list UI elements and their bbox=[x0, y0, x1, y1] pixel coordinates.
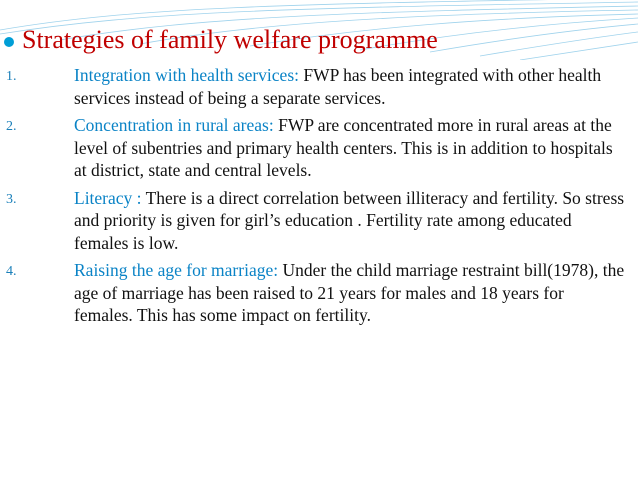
item-heading: Raising the age for marriage: bbox=[74, 260, 279, 280]
item-body: There is a direct correlation between illiteracy and fertility. So stress and priority is given for girl’s education . Fertility rate among educated females is low. bbox=[74, 187, 625, 253]
item-number: 1. bbox=[6, 69, 17, 84]
strategy-list bbox=[0, 64, 630, 332]
list-item bbox=[0, 259, 630, 327]
item-body: FWP has been integrated with other health services instead of being a separate services. bbox=[74, 65, 602, 108]
slide-title: Strategies of family welfare programme bbox=[22, 25, 438, 54]
item-body: Under the child marriage restraint bill(1978), the age of marriage has been raised to 21 years for males and 18 years for females. This has some impact on fertility. bbox=[74, 260, 625, 325]
item-text bbox=[74, 64, 626, 109]
item-number: 4. bbox=[6, 264, 17, 279]
item-text bbox=[74, 187, 626, 255]
item-text bbox=[74, 259, 626, 327]
item-heading: Literacy : bbox=[74, 187, 142, 208]
filled-circle-bullet-icon bbox=[4, 37, 14, 47]
list-item bbox=[0, 114, 630, 182]
item-text bbox=[74, 114, 626, 182]
slide-title-row bbox=[4, 24, 438, 56]
list-item bbox=[0, 64, 630, 109]
list-item bbox=[0, 187, 630, 255]
item-heading: Integration with health services: bbox=[74, 65, 299, 85]
item-number: 2. bbox=[6, 119, 17, 134]
item-body: FWP are concentrated more in rural areas at the level of subentries and primary health centers. This is in addition to hospitals at district, state and central levels. bbox=[74, 115, 613, 180]
item-number: 3. bbox=[6, 191, 17, 207]
item-heading: Concentration in rural areas: bbox=[74, 115, 274, 135]
